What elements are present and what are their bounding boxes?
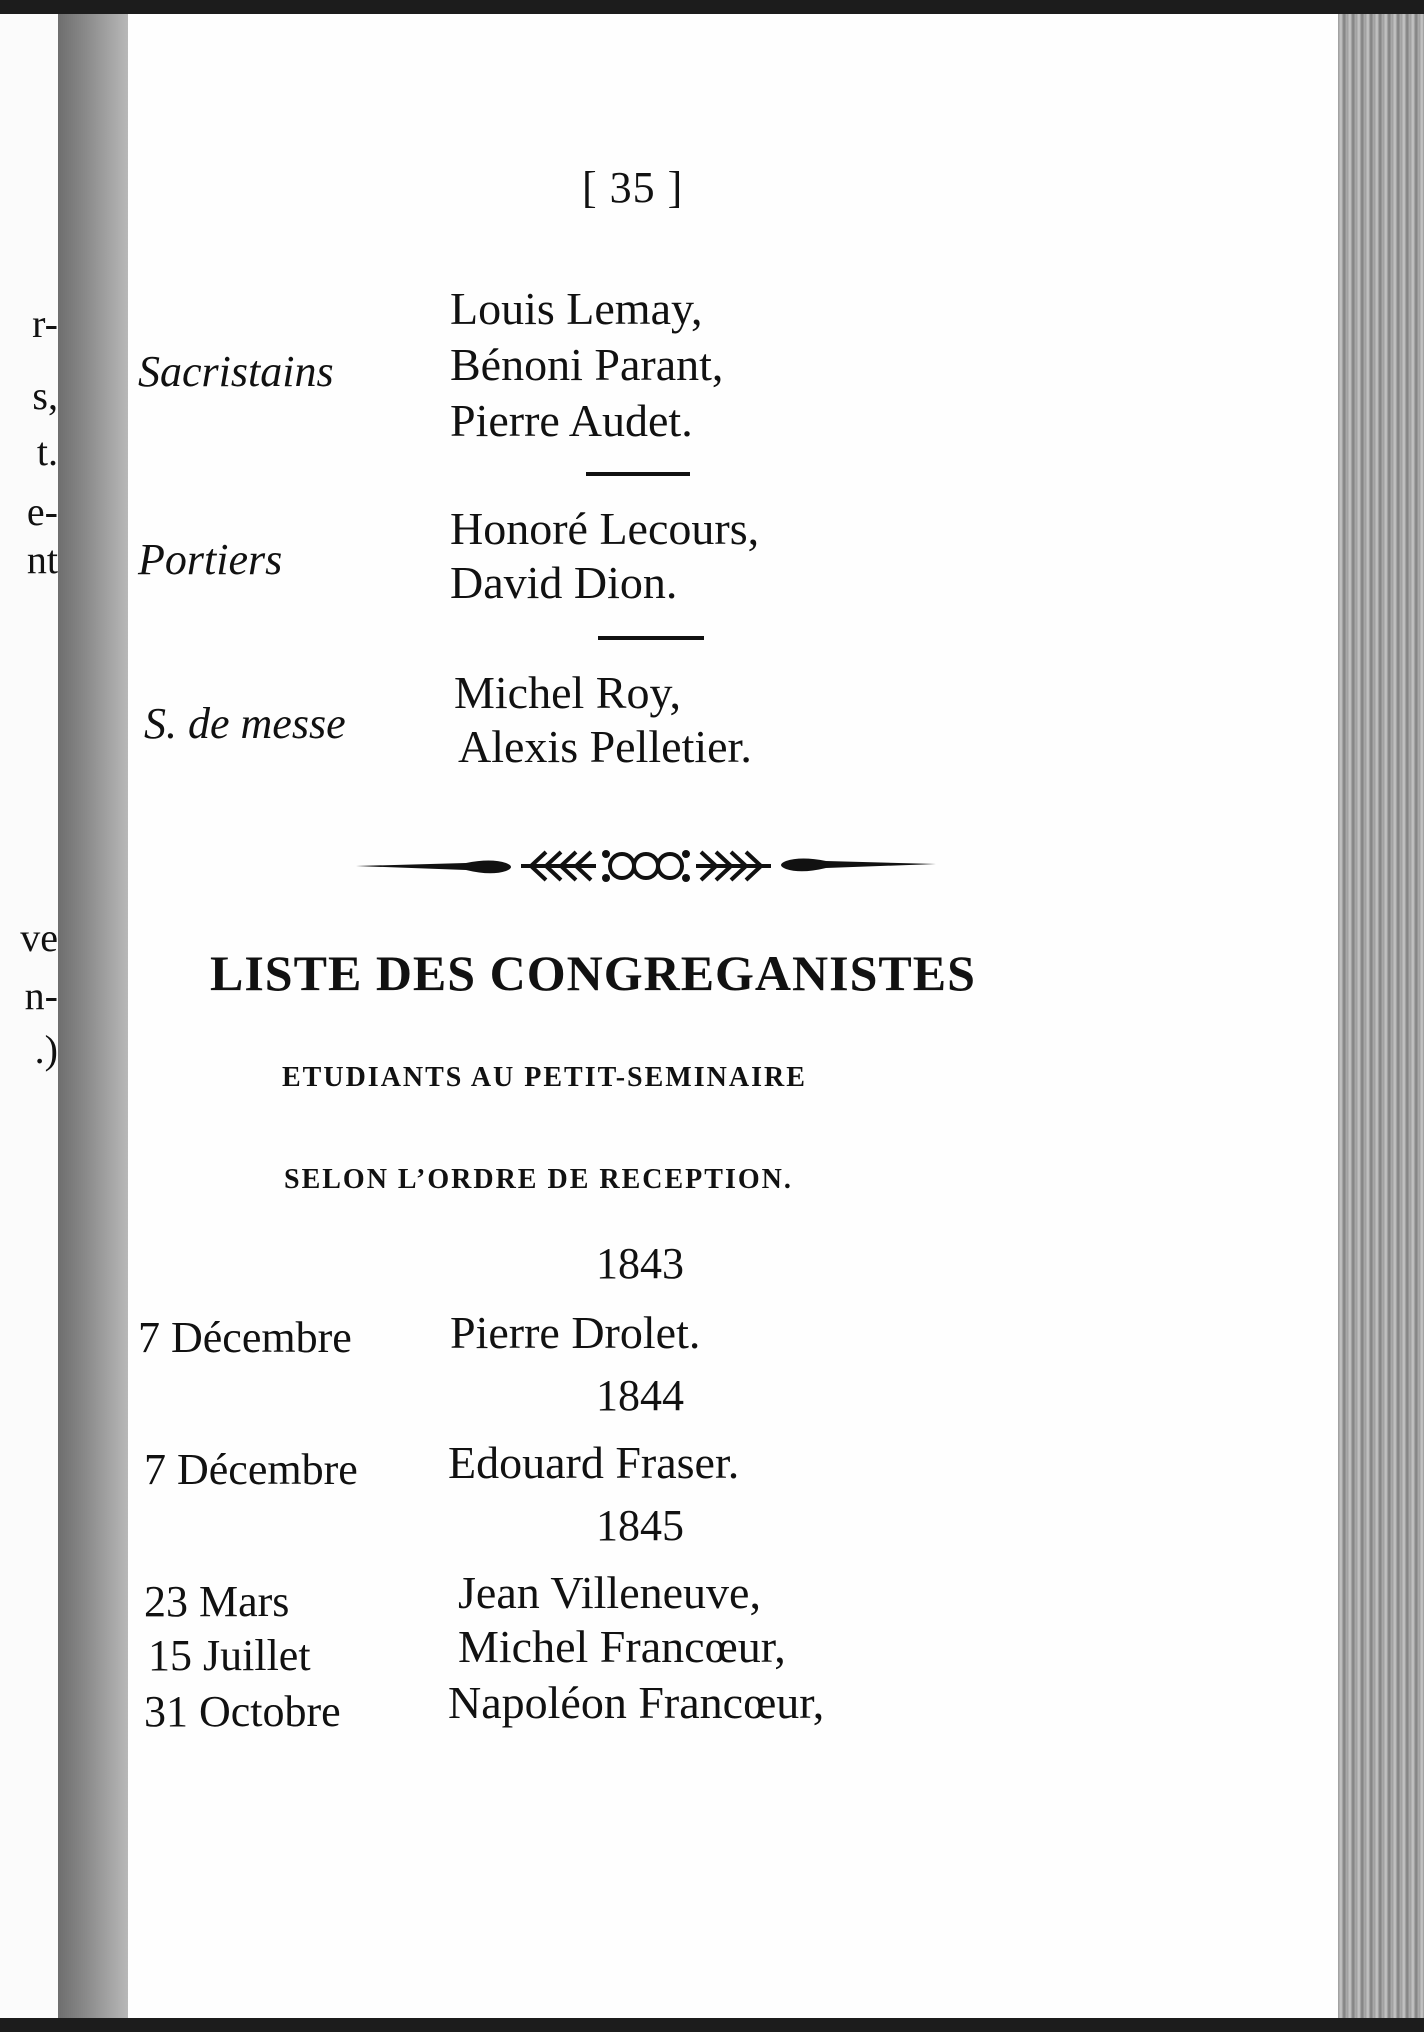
left-page-fragment: ve (20, 915, 58, 960)
left-page-fragment: e- (26, 489, 58, 534)
year-heading: 1845 (596, 1501, 684, 1550)
list-subtitle: SELON L’ORDRE DE RECEPTION. (284, 1164, 793, 1195)
section-rule (586, 472, 690, 476)
member-name: Jean Villeneuve, (458, 1567, 761, 1618)
left-page-fragment: s, (32, 373, 58, 418)
scan-border-top (0, 0, 1424, 14)
member-name: Napoléon Francœur, (448, 1677, 825, 1728)
scan-border-bottom (0, 2018, 1424, 2032)
left-page-fragment: .) (34, 1027, 58, 1072)
section-rule (598, 636, 704, 640)
list-title: LISTE DES CONGREGANISTES (210, 945, 976, 1001)
ornament-divider (356, 836, 936, 892)
left-page-fragment: t. (36, 429, 58, 474)
left-page-fragment: r- (32, 301, 58, 346)
member-name: Michel Francœur, (458, 1621, 786, 1672)
reception-date: 7 Décembre (144, 1445, 358, 1494)
role-label: Sacristains (138, 347, 334, 396)
member-name: Honoré Lecours, (450, 503, 760, 554)
reception-date: 7 Décembre (138, 1313, 352, 1362)
member-name: David Dion. (450, 557, 678, 608)
left-page-fragment: n- (24, 973, 58, 1018)
year-heading: 1843 (596, 1239, 684, 1288)
member-name: Louis Lemay, (450, 283, 703, 334)
list-subtitle: ETUDIANTS AU PETIT-SEMINAIRE (282, 1062, 807, 1093)
member-name: Edouard Fraser. (448, 1437, 740, 1488)
year-heading: 1844 (596, 1371, 684, 1420)
member-name: Alexis Pelletier. (458, 721, 752, 772)
page-number: [ 35 ] (582, 163, 684, 212)
reception-date: 31 Octobre (144, 1687, 341, 1736)
role-label: S. de messe (144, 699, 346, 748)
member-name: Michel Roy, (454, 667, 681, 718)
left-page-fragment: nt (26, 537, 58, 582)
page-edges (1338, 0, 1424, 2032)
member-name: Pierre Audet. (450, 395, 693, 446)
left-page-edge (0, 0, 58, 2032)
reception-date: 23 Mars (144, 1577, 290, 1626)
reception-date: 15 Juillet (148, 1631, 311, 1680)
member-name: Pierre Drolet. (450, 1307, 701, 1358)
member-name: Bénoni Parant, (450, 339, 724, 390)
book-gutter (58, 0, 128, 2032)
role-label: Portiers (138, 535, 283, 584)
